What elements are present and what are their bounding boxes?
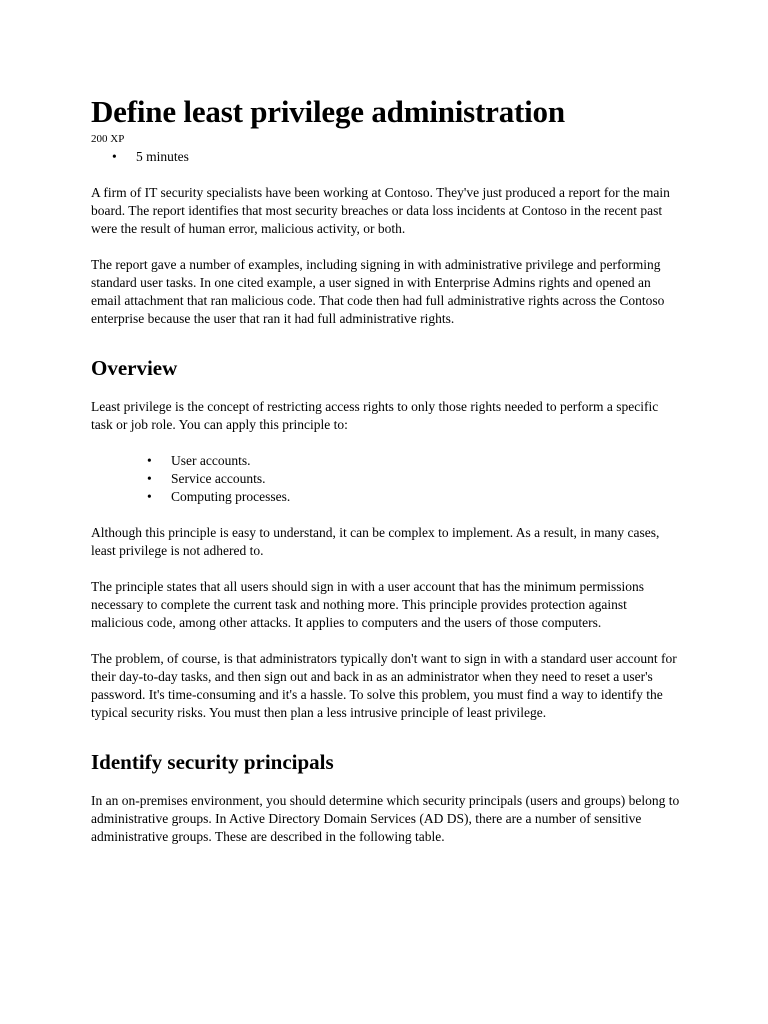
overview-paragraph-2: The principle states that all users should sign in with a user account that has the minimum permissions necessary to complete the current task and nothing more. This principle provides protection against malicious code, among other attacks. It applies to computers and the users of those computers.	[91, 579, 645, 630]
list-item	[147, 470, 681, 488]
bullet-icon: •	[147, 489, 152, 504]
list-item-text: User accounts.	[171, 453, 251, 468]
security-principals-paragraph: In an on-premises environment, you should determine which security principals (users and groups) belong to administrative groups. In Active Directory Domain Services (AD DS), there are a number of sensitive administrative groups. These are described in the following table.	[91, 793, 680, 844]
security-principals-heading: Identify security principals	[91, 750, 334, 774]
xp-label: 200 XP	[91, 133, 125, 145]
overview-paragraph-1: Although this principle is easy to understand, it can be complex to implement. As a result, in many cases, least privilege is not adhered to.	[91, 525, 660, 558]
overview-lead: Least privilege is the concept of restricting access rights to only those rights needed to perform a specific task or job role. You can apply this principle to:	[91, 399, 659, 432]
list-item	[147, 488, 681, 506]
bullet-icon: •	[147, 453, 152, 468]
meta-list	[112, 148, 681, 166]
overview-heading: Overview	[91, 356, 178, 380]
apply-list	[147, 452, 681, 506]
bullet-icon: •	[147, 471, 152, 486]
list-item	[147, 452, 681, 470]
intro-paragraph-1: A firm of IT security specialists have been working at Contoso. They've just produced a report for the main board. The report identifies that most security breaches or data loss incidents at Contoso in the recent past were the result of human error, malicious activity, or both.	[91, 185, 670, 236]
list-item-text: Computing processes.	[171, 489, 291, 504]
page-title: Define least privilege administration	[91, 94, 565, 129]
bullet-icon: •	[112, 149, 117, 164]
duration-text: 5 minutes	[136, 149, 189, 164]
duration-item	[112, 148, 681, 166]
document-page	[91, 92, 681, 846]
overview-paragraph-3: The problem, of course, is that administrators typically don't want to sign in with a standard user account for their day-to-day tasks, and then sign out and back in as an administrator when they need to reset a user's password. It's time-consuming and it's a hassle. To solve this problem, you must find a way to identify the typical security risks. You must then plan a less intrusive principle of least privilege.	[91, 651, 677, 720]
list-item-text: Service accounts.	[171, 471, 266, 486]
intro-paragraph-2: The report gave a number of examples, including signing in with administrative privilege and performing standard user tasks. In one cited example, a user signed in with Enterprise Admins rights and opened an email attachment that ran malicious code. That code then had full administrative rights across the Contoso enterprise because the user that ran it had full administrative rights.	[91, 257, 665, 326]
